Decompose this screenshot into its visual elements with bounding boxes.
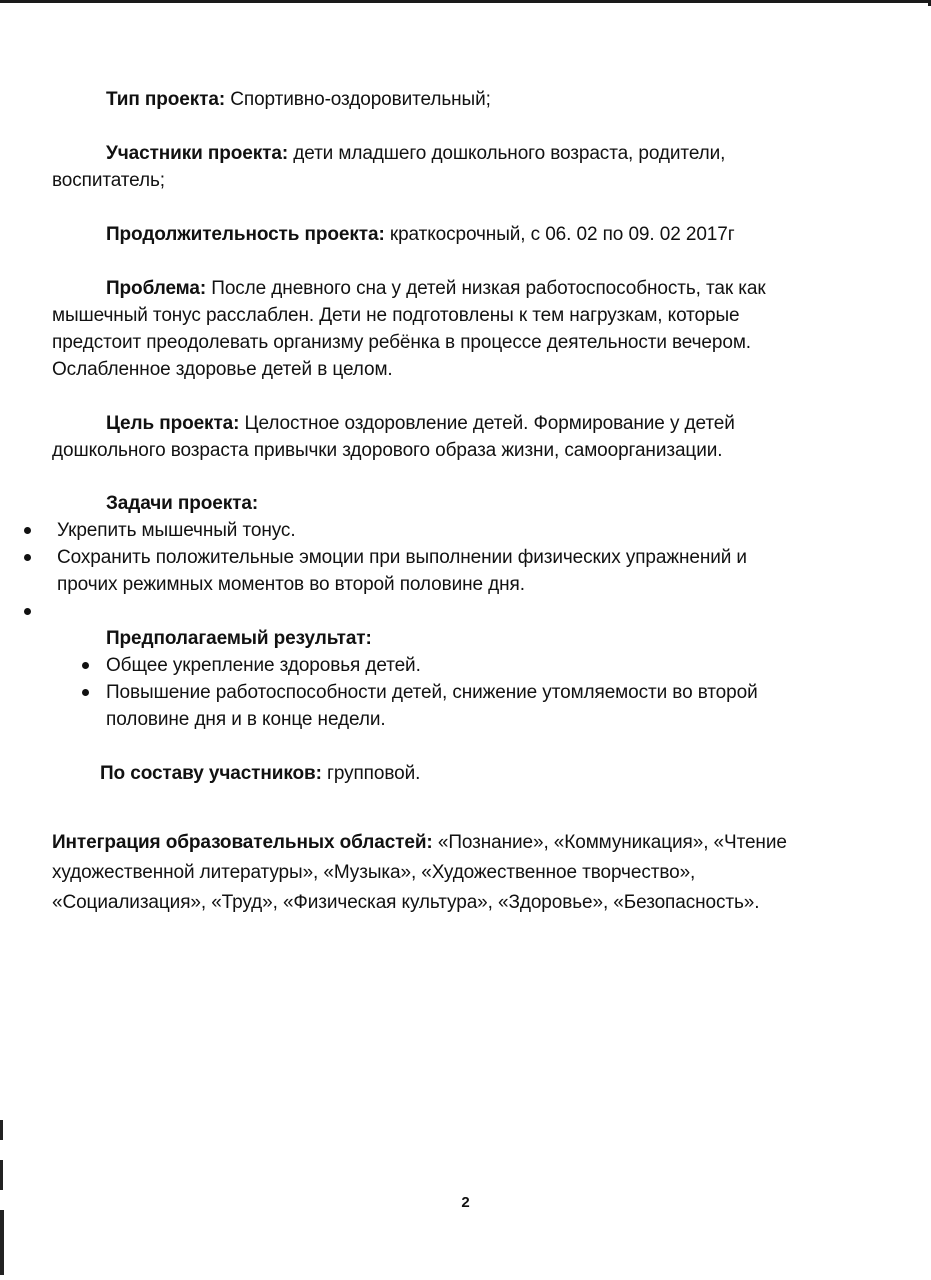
project-goal <box>52 410 792 464</box>
list-item: Укрепить мышечный тонус. <box>52 517 792 544</box>
document-page <box>52 86 792 918</box>
composition-label: По составу участников: <box>100 763 322 784</box>
results-heading: Предполагаемый результат: <box>106 628 372 649</box>
tasks-heading: Задачи проекта: <box>106 493 259 514</box>
bullet-icon <box>82 662 89 669</box>
project-integration <box>52 828 792 918</box>
goal-value: Целостное оздоровление детей. Формирование у детей дошкольного возраста привычки здорового образа жизни, самоорганизации. <box>52 413 735 461</box>
bullet-icon <box>82 689 89 696</box>
results-section <box>52 625 792 733</box>
results-list <box>106 652 792 733</box>
bullet-icon <box>24 527 31 534</box>
integration-value: «Познание», «Коммуникация», «Чтение художественной литературы», «Музыка», «Художественное творчество», «Социализация», «Труд», «Физическая культура», «Здоровье», «Безопасность». <box>52 832 787 913</box>
page-number: 2 <box>461 1194 470 1211</box>
tasks-list <box>52 517 792 625</box>
scan-edge-top <box>0 0 931 3</box>
project-composition <box>52 760 792 787</box>
project-participants <box>52 140 792 194</box>
list-item: Повышение работоспособности детей, снижение утомляемости во второй половине дня и в конце недели. <box>106 679 792 733</box>
project-type <box>52 86 792 113</box>
bullet-icon <box>24 554 31 561</box>
composition-value: групповой. <box>321 763 421 784</box>
list-item: Сохранить положительные эмоции при выполнении физических упражнений и прочих режимных моментов во второй половине дня. <box>52 544 792 598</box>
participants-value: дети младшего дошкольного возраста, родители, воспитатель; <box>52 143 726 191</box>
participants-label: Участники проекта: <box>106 143 289 164</box>
problem-value: После дневного сна у детей низкая работоспособность, так как мышечный тонус расслаблен. Дети не подготовлены к тем нагрузкам, которые предстоит преодолевать организму ребёнка в процессе деятельности вечером. Ослабленное здоровье детей в целом. <box>52 278 766 380</box>
list-item: Общее укрепление здоровья детей. <box>106 652 792 679</box>
bullet-icon <box>24 608 31 615</box>
project-duration <box>52 221 792 248</box>
list-item <box>52 598 792 625</box>
project-problem <box>52 275 792 383</box>
duration-label: Продолжительность проекта: <box>106 224 385 245</box>
project-type-value: Спортивно-оздоровительный; <box>225 89 491 110</box>
goal-label: Цель проекта: <box>106 413 240 434</box>
integration-label: Интеграция образовательных областей: <box>52 832 433 853</box>
project-type-label: Тип проекта: <box>106 89 226 110</box>
problem-label: Проблема: <box>106 278 207 299</box>
duration-value: краткосрочный, с 06. 02 по 09. 02 2017г <box>384 224 735 245</box>
